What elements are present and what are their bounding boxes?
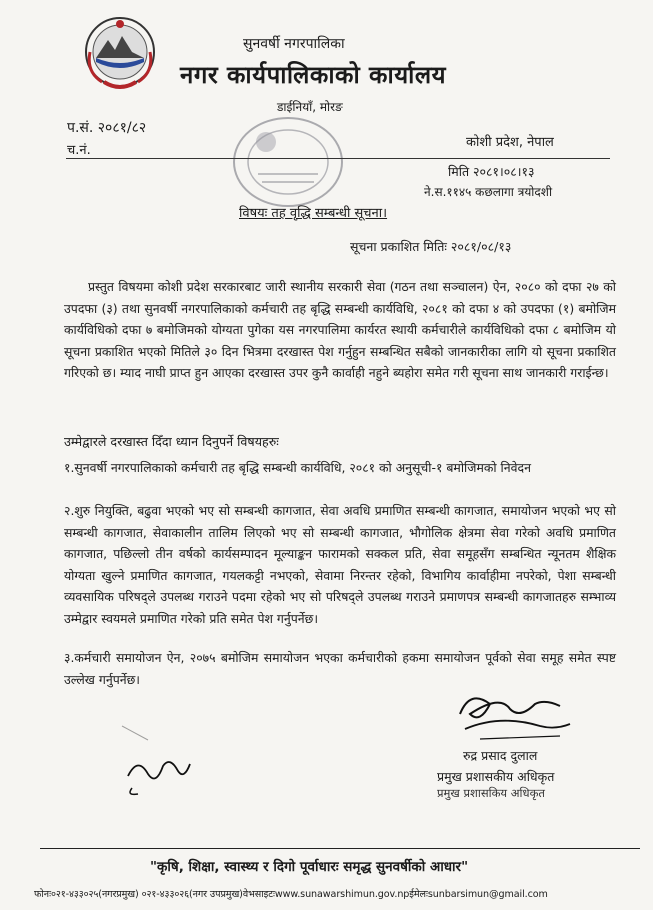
signatory-title: प्रमुख प्रशासकीय अधिकृत	[437, 769, 555, 784]
header-divider	[66, 158, 610, 159]
requirement-item-1: १.सुनवर्षी नगरपालिकाको कर्मचारी तह बृद्धि सम्बन्धी कार्यविधि, २०८१ को अनुसूची-१ बमोजिमको निवेदन	[64, 460, 531, 475]
signatory-stamp-text: प्रमुख प्रशासकिय अधिकृत	[437, 786, 545, 800]
office-address: डाईनियाँ, मोरङ	[277, 100, 343, 114]
initials-signature-icon	[118, 716, 198, 802]
issue-date: मिति २०८१।०८।१३	[448, 164, 535, 179]
nepal-samvat-date: ने.स.११४५ कछलागा त्रयोदशी	[424, 185, 553, 199]
requirement-item-3: ३.कर्मचारी समायोजन ऐन, २०७५ बमोजिम समायोजन भएका कर्मचारीको हकमा समायोजन पूर्वको सेवा समूह समेत स्पष्ट उल्लेख गर्नुपर्नेछ।	[64, 650, 616, 687]
requirements-heading: उम्मेद्वारले दरखास्त दिँदा ध्यान दिनुपर्ने विषयहरुः	[64, 434, 279, 449]
paragraph-text: प्रस्तुत विषयमा कोशी प्रदेश सरकारबाट जारी स्थानीय सरकारी सेवा (गठन तथा सञ्चालन) ऐन, २०८० को दफा २७ को उपदफा (३) तथा सुनवर्षी नगरपालिकाको कर्मचारी तह बृद्धि सम्बन्धी कार्यविधि, २०८१ को दफा ४ को उपदफा (१) बमोजिम कार्यविधिको दफा ७ बमोजिमको योग्यता पुगेका यस नगरपालिमा कार्यरत स्थायी कर्मचारीले कार्यविधिको दफा ८ बमोजिम यो सूचना प्रकाशित भएको मितिले ३० दिन भित्रमा दरखास्त पेश गर्नुहुन सम्बन्धित सबैको जानकारीका लागि यो सूचना प्रकाशित गरिएको छ। म्याद नाघी प्राप्त हुन आएका दरखास्त उपर कुनै कार्वाही नहुने ब्यहोरा समेत गरी सूचना साथ जानकारी गराईन्छ।	[64, 279, 616, 380]
requirement-item-2: २.शुरु नियुक्ति, बढुवा भएको भए सो सम्बन्धी कागजात, सेवा अवधि प्रमाणित सम्बन्धी कागजात, समायोजन भएको भए सो सम्बन्धी कागजात, सेवाकालीन तालिम लिएको भए सो सम्बन्धी कागजात, भौगोलिक क्षेत्रमा सेवा गरेको अवधि प्रमाणित कागजात, पछिल्लो तीन वर्षको कार्यसम्पादन मूल्याङ्कन फारामको सक्कल प्रति, सेवा समूहसँग सम्बन्धित न्यूनतम शैक्षिक योग्यता खुल्ने प्रमाणित कागजात, गयलकट्टी नभएको, सेवामा निरन्तर रहेको, विभागिय कार्वाहीमा नपरेको, पेशा सम्बन्धी व्यवसायिक परिषद्ले उपलब्ध गराउने पदमा रहेको भए सो परिषद्ले उपलब्ध गराउने प्रमाणपत्र सम्बन्धी कागजातहरु सम्भाव्य उम्मेद्वार स्वयमले प्रमाणित गरेको प्रति समेत पेश गर्नुपर्नेछ।	[64, 503, 616, 626]
dispatch-number: च.नं.	[67, 143, 91, 158]
municipality-name: सुनवर्षी नगरपालिका	[243, 36, 345, 52]
published-date: सूचना प्रकाशित मितिः २०८१/०८/१३	[350, 239, 512, 254]
footer-contact: फोनः०२१-४३३०२५(नगरप्रमुख) ०२१-४३३०२६(नगर उपप्रमुख)वेभसाइटःwww.sunawarshimun.gov.npईमेलःsunbarsimun@gmail.com	[34, 889, 548, 900]
office-seal-stamp	[228, 112, 348, 212]
notice-body-paragraph	[64, 276, 616, 384]
notice-subject: विषयः तह वृद्धि सम्बन्धी सूचना।	[239, 206, 388, 221]
signatory-name: रुद्र प्रसाद दुलाल	[463, 748, 538, 763]
nepal-emblem-icon	[82, 12, 158, 94]
province-address: कोशी प्रदेश, नेपाल	[466, 135, 554, 150]
footer-divider	[40, 848, 640, 849]
signature-icon	[440, 684, 580, 752]
reference-number: प.सं. २०८१/८२	[67, 120, 147, 136]
footer-motto: "कृषि, शिक्षा, स्वास्थ्य र दिगो पूर्वाधारः समृद्ध सुनवर्षीको आधार"	[150, 859, 469, 875]
office-title: नगर कार्यपालिकाको कार्यालय	[180, 61, 447, 89]
